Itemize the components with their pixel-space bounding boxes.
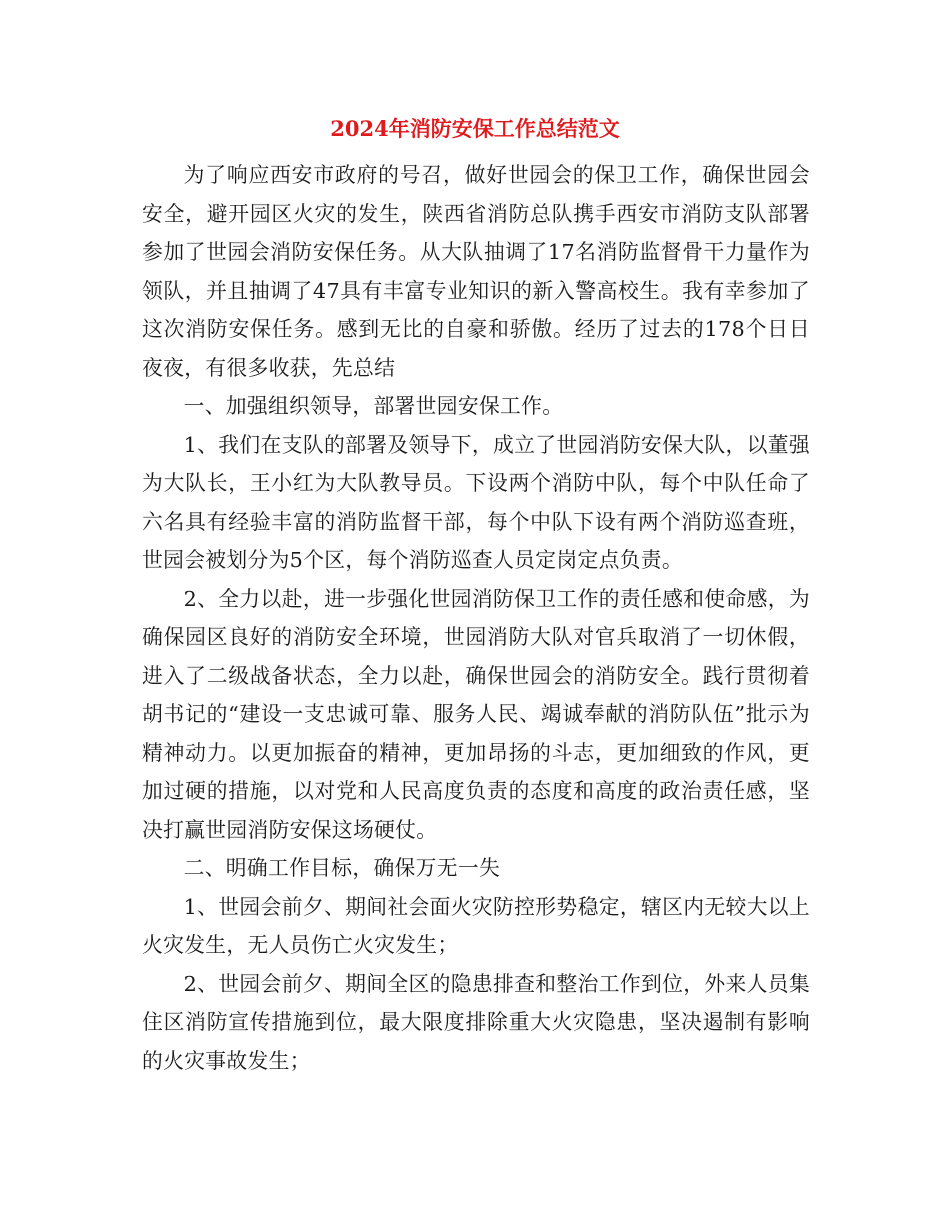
intro-paragraph: 为了响应西安市政府的号召，做好世园会的保卫工作，确保世园会安全，避开园区火灾的发生，陕西省消防总队携手西安市消防支队部署参加了世园会消防安保任务。从大队抽调了17名消防监督骨干力量作为领队，并且抽调了47具有丰富专业知识的新入警高校生。我有幸参加了这次消防安保任务。感到无比的自豪和骄傲。经历了过去的178个日日夜夜，有很多收获，先总结	[142, 163, 810, 380]
document-body	[142, 156, 810, 1080]
section-2-item-1: 1、世园会前夕、期间社会面火灾防控形势稳定，辖区内无较大以上火灾发生，无人员伤亡火灾发生；	[142, 894, 810, 957]
document-title: 2024年消防安保工作总结范文	[330, 116, 620, 141]
section-2-item-2: 2、世园会前夕、期间全区的隐患排查和整治工作到位，外来人员集住区消防宣传措施到位，最大限度排除重大火灾隐患，坚决遏制有影响的火灾事故发生；	[142, 971, 810, 1073]
section-1-item-2: 2、全力以赴，进一步强化世园消防保卫工作的责任感和使命感，为确保园区良好的消防安全环境，世园消防大队对官兵取消了一切休假，进入了二级战备状态，全力以赴，确保世园会的消防安全。践行贯彻着胡书记的“建设一支忠诚可靠、服务人民、竭诚奉献的消防队伍”批示为精神动力。以更加振奋的精神，更加昂扬的斗志，更加细致的作风，更加过硬的措施，以对党和人民高度负责的态度和高度的政治责任感，坚决打赢世园消防安保这场硬仗。	[142, 586, 810, 842]
section-heading-2: 二、明确工作目标，确保万无一失	[183, 856, 501, 880]
section-heading-1: 一、加强组织领导，部署世园安保工作。	[183, 394, 564, 418]
section-1-item-1: 1、我们在支队的部署及领导下，成立了世园消防安保大队，以董强为大队长，王小红为大队教导员。下设两个消防中队，每个中队任命了六名具有经验丰富的消防监督干部，每个中队下设有两个消防巡查班，世园会被划分为5个区，每个消防巡查人员定岗定点负责。	[142, 432, 810, 572]
